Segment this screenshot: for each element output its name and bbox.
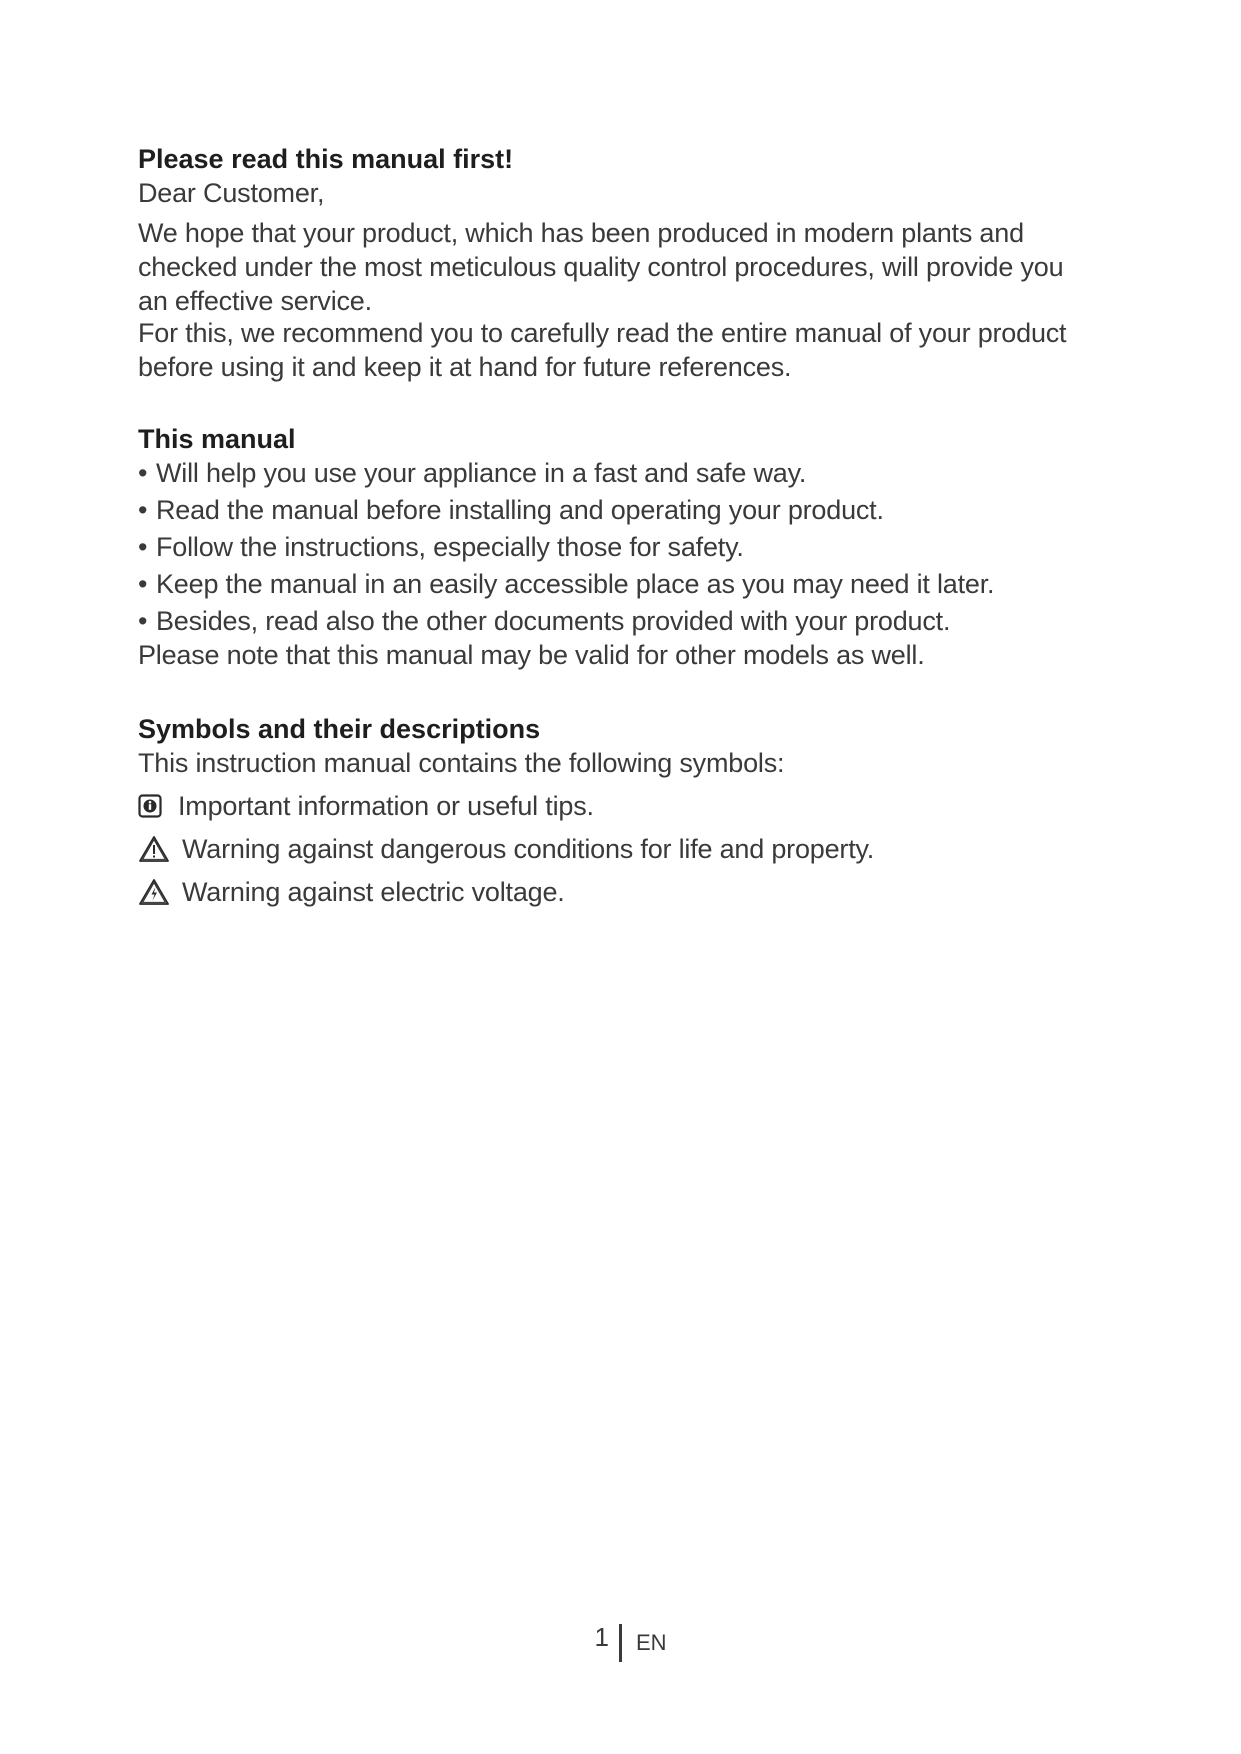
symbol-warning-text: Warning against dangerous conditions for life and property. xyxy=(182,834,875,864)
list-item: • Will help you use your appliance in a fast and safe way. xyxy=(138,458,807,488)
bullet-icon: • xyxy=(138,495,148,525)
list-item: • Besides, read also the other documents provided with your product. xyxy=(138,606,951,636)
manual-note: Please note that this manual may be valid for other models as well. xyxy=(138,640,925,670)
symbols-intro: This instruction manual contains the following symbols: xyxy=(138,748,785,778)
bullet-icon: • xyxy=(138,458,148,488)
symbol-electric-text: Warning against electric voltage. xyxy=(182,877,565,907)
intro-paragraph-2: For this, we recommend you to carefully read the entire manual of your product before using it and keep it at hand for future references. xyxy=(138,318,1067,382)
info-icon xyxy=(138,789,170,823)
symbol-row-electric xyxy=(138,875,1098,909)
manual-page xyxy=(138,142,1098,909)
intro-paragraph-1: We hope that your product, which has been produced in modern plants and checked under the most meticulous quality control procedures, will provide you an effective service. xyxy=(138,218,1064,316)
symbol-info-text: Important information or useful tips. xyxy=(178,791,594,821)
bullet-icon: • xyxy=(138,569,148,599)
greeting: Dear Customer, xyxy=(138,178,325,208)
language-code: EN xyxy=(635,1630,667,1655)
bullet-icon: • xyxy=(138,606,148,636)
intro-heading: Please read this manual first! xyxy=(138,144,514,174)
bullet-icon: • xyxy=(138,532,148,562)
page-number: 1 xyxy=(594,1621,609,1652)
list-item: • Keep the manual in an easily accessible place as you may need it later. xyxy=(138,569,995,599)
list-item: • Read the manual before installing and operating your product. xyxy=(138,495,884,525)
electric-warning-icon xyxy=(138,875,174,909)
warning-icon xyxy=(138,832,174,866)
manual-bullet-list xyxy=(138,456,1098,638)
symbol-row-info xyxy=(138,789,1098,823)
symbol-row-warning xyxy=(138,832,1098,866)
manual-heading: This manual xyxy=(138,424,296,454)
page-footer xyxy=(0,1621,1241,1662)
footer-divider xyxy=(619,1624,622,1662)
symbols-heading: Symbols and their descriptions xyxy=(138,714,541,744)
list-item: • Follow the instructions, especially those for safety. xyxy=(138,532,744,562)
